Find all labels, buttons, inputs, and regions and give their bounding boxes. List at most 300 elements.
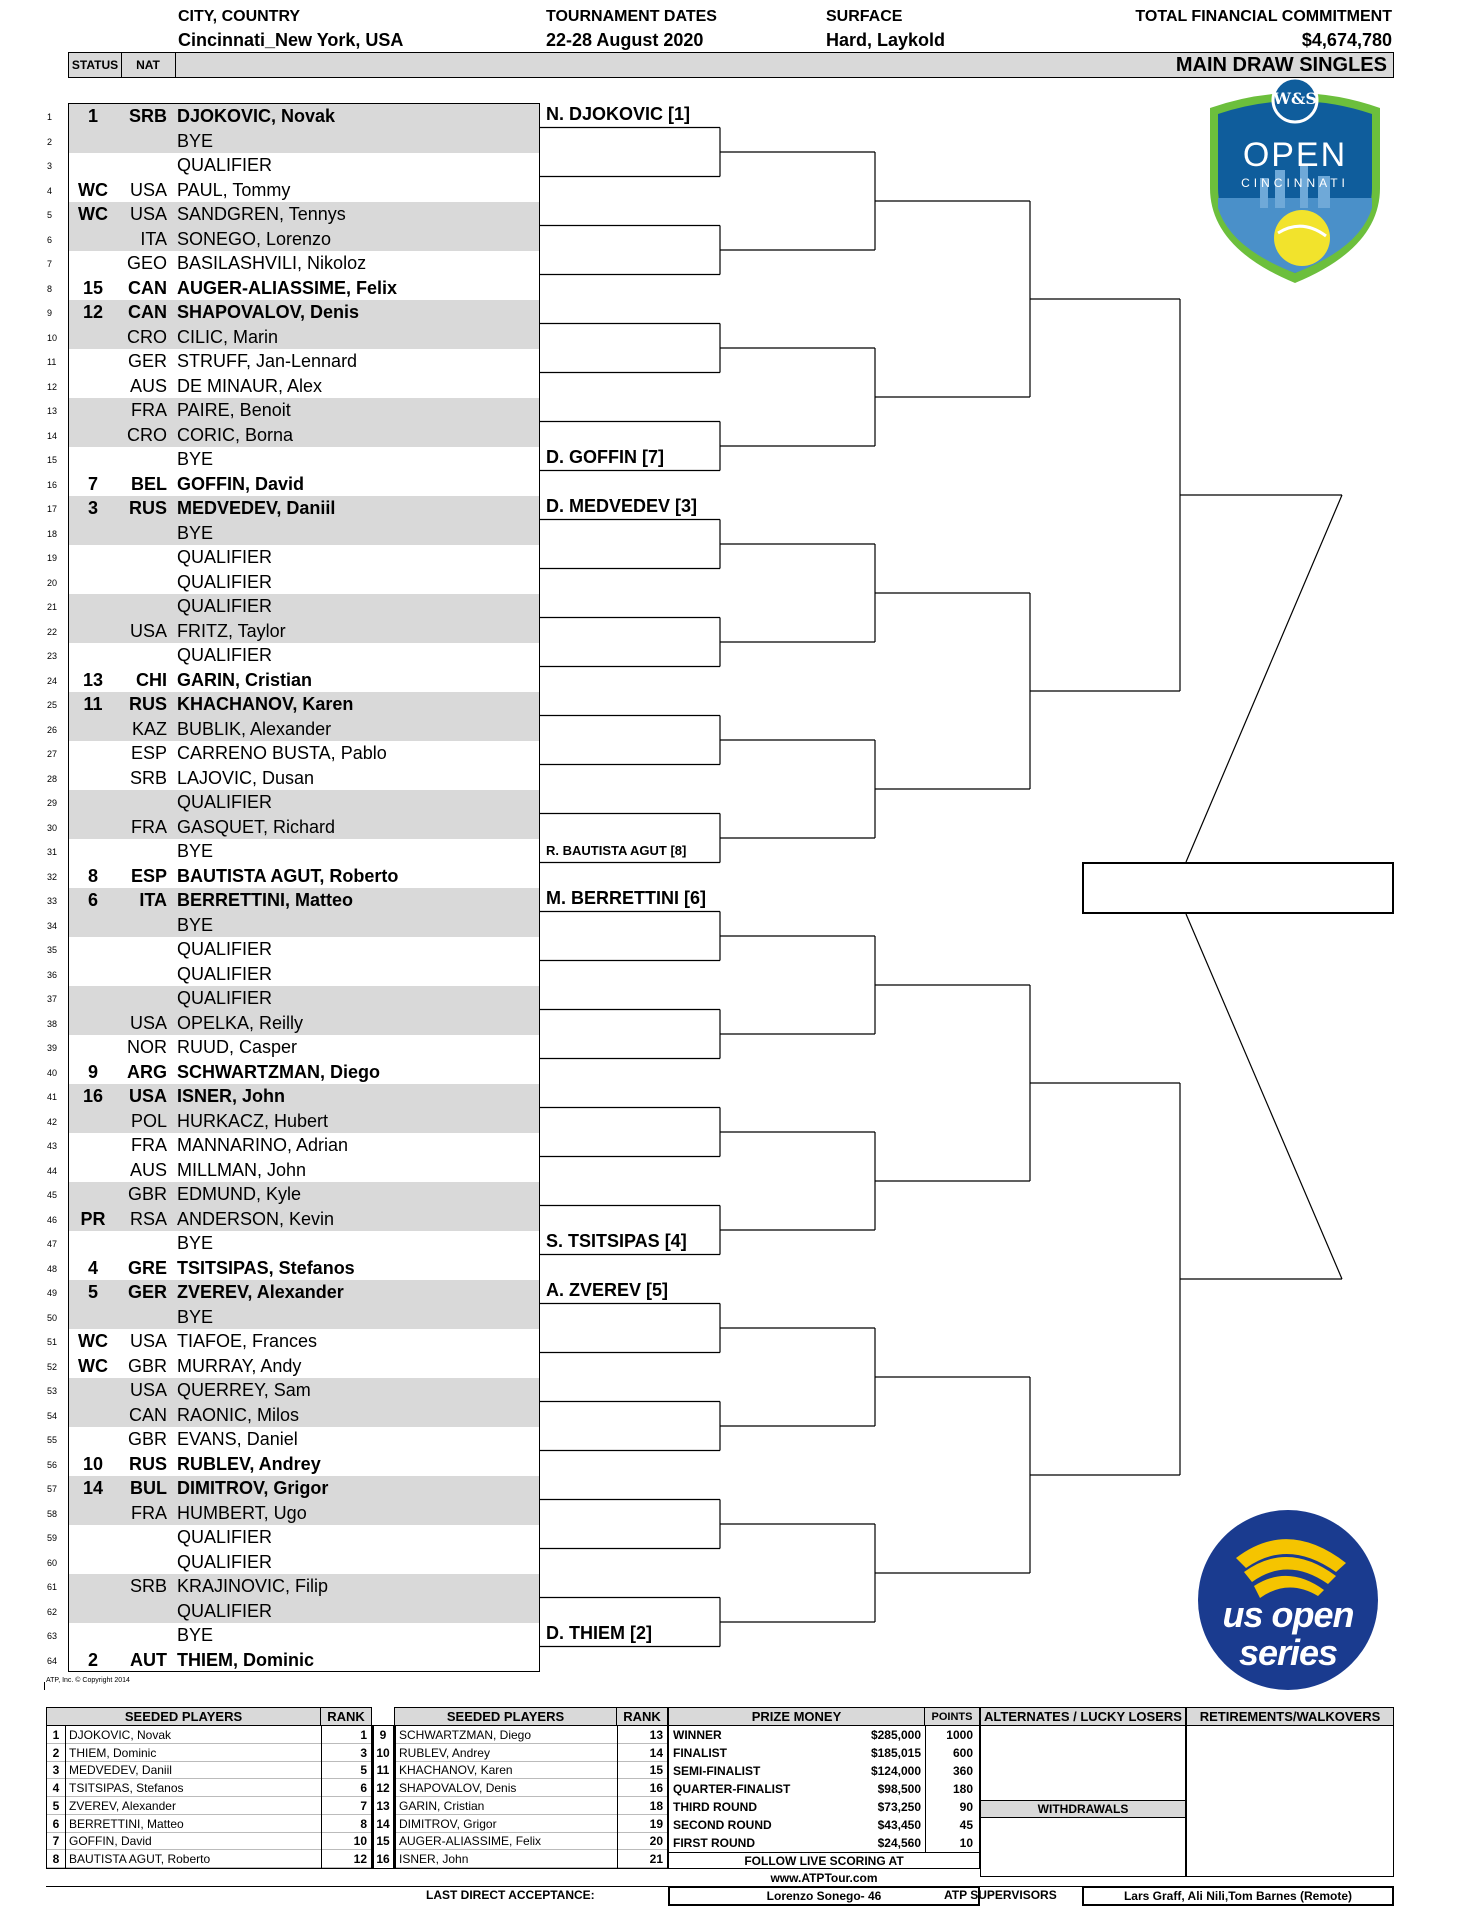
seeded-player-rank: 1 — [360, 1728, 367, 1742]
second-round-entry: M. BERRETTINI [6] — [546, 888, 706, 908]
player-name: CARRENO BUSTA, Pablo — [177, 743, 387, 763]
surface-value: Hard, Laykold — [826, 30, 946, 50]
alternates-table — [980, 1707, 1186, 1877]
status-column-header: STATUS — [69, 53, 122, 77]
player-name: ISNER, John — [177, 1086, 286, 1106]
player-name: EVANS, Daniel — [177, 1429, 298, 1449]
draw-position: 5 — [47, 210, 53, 220]
player-name: DE MINAUR, Alex — [177, 375, 323, 396]
draw-position: 52 — [47, 1361, 58, 1372]
player-nationality: ARG — [127, 1061, 167, 1082]
prize-amount: $124,000 — [870, 1764, 921, 1778]
seed-number: 12 — [376, 1781, 390, 1796]
draw-position: 21 — [47, 602, 58, 612]
seeded-player-name: DJOKOVIC, Novak — [69, 1728, 172, 1742]
player-name: LAJOVIC, Dusan — [177, 767, 315, 788]
player-nationality: USA — [128, 1086, 167, 1106]
seeded-player-name: SHAPOVALOV, Denis — [399, 1781, 517, 1796]
alternates-header: ALTERNATES / LUCKY LOSERS — [981, 1708, 1185, 1726]
player-name: DIMITROV, Grigor — [177, 1478, 329, 1498]
follow-scoring-line1: FOLLOW LIVE SCORING AT — [744, 1854, 904, 1868]
prize-amount: $43,450 — [877, 1818, 921, 1832]
player-status: 8 — [87, 865, 98, 886]
draw-position: 59 — [47, 1533, 58, 1543]
draw-position: 1 — [47, 112, 53, 122]
player-nationality: FRA — [131, 1135, 167, 1155]
draw-position: 57 — [47, 1484, 58, 1494]
ws-logo-open: OPEN — [1242, 136, 1348, 174]
seeded-player-rank: 16 — [649, 1781, 663, 1796]
seed-number: 6 — [52, 1816, 60, 1831]
draw-position: 15 — [47, 455, 58, 465]
seeded-player-name: BERRETTINI, Matteo — [69, 1816, 184, 1831]
player-name: RUUD, Casper — [177, 1037, 298, 1057]
player-nationality: CRO — [127, 424, 167, 445]
player-nationality: CAN — [128, 1404, 167, 1425]
player-name: PAIRE, Benoit — [177, 400, 291, 420]
player-status: 11 — [83, 694, 103, 714]
seeded-player-name: TSITSIPAS, Stefanos — [69, 1781, 184, 1796]
draw-position: 16 — [47, 479, 58, 490]
player-nationality: AUS — [129, 375, 167, 396]
seeded-player-name: ZVEREV, Alexander — [69, 1798, 176, 1813]
ws-logo-initials: W&S — [1273, 89, 1317, 108]
player-name: QUALIFIER — [177, 963, 273, 984]
player-status: 7 — [87, 473, 98, 494]
second-round-entry: D. GOFFIN [7] — [546, 447, 664, 467]
seeded-player-name: GOFFIN, David — [69, 1834, 152, 1849]
seeded-player-name: KHACHANOV, Karen — [399, 1763, 513, 1778]
player-name: OPELKA, Reilly — [177, 1012, 304, 1033]
draw-position: 13 — [47, 406, 58, 416]
seeded-player-rank: 18 — [649, 1798, 663, 1813]
draw-position: 30 — [47, 822, 58, 833]
player-status: 10 — [82, 1453, 104, 1474]
player-name: EDMUND, Kyle — [177, 1184, 302, 1204]
rank-header-left: RANK — [321, 1708, 371, 1726]
player-name: HUMBERT, Ugo — [177, 1502, 307, 1523]
seed-number: 4 — [52, 1781, 60, 1796]
seed-number: 11 — [376, 1763, 390, 1778]
draw-position: 9 — [47, 308, 53, 318]
seed-number: 10 — [376, 1745, 390, 1760]
draw-position: 6 — [47, 234, 53, 245]
us-open-text: us open — [1222, 1594, 1354, 1635]
seeded-table-left — [46, 1707, 372, 1869]
seeded-player-name: SCHWARTZMAN, Diego — [399, 1728, 532, 1742]
player-nationality: RUS — [128, 498, 167, 518]
ranking-points: 180 — [952, 1782, 973, 1796]
player-name: RUBLEV, Andrey — [177, 1453, 321, 1474]
commitment-value: $4,674,780 — [1301, 30, 1392, 50]
player-nationality: USA — [129, 179, 167, 200]
last-direct-value: Lorenzo Sonego- 46 — [668, 1886, 980, 1906]
seed-number: 8 — [52, 1851, 60, 1866]
ranking-points: 360 — [952, 1764, 973, 1778]
player-nationality: ESP — [130, 865, 167, 886]
prize-round: FINALIST — [673, 1746, 727, 1760]
player-name: CILIC, Marin — [177, 326, 279, 347]
draw-position: 32 — [47, 871, 58, 882]
draw-position: 62 — [47, 1606, 58, 1617]
player-nationality: GER — [127, 1282, 167, 1302]
last-direct-label: LAST DIRECT ACCEPTANCE: — [426, 1888, 595, 1902]
player-name: GASQUET, Richard — [177, 816, 336, 837]
ranking-points: 90 — [959, 1800, 973, 1814]
supervisors-label: ATP SUPERVISORS — [944, 1888, 1057, 1902]
seeded-player-name: DIMITROV, Grigor — [399, 1816, 497, 1831]
player-name: KRAJINOVIC, Filip — [177, 1576, 329, 1596]
seed-number: 1 — [52, 1728, 60, 1742]
player-name: QUALIFIER — [177, 547, 273, 567]
player-name: QUALIFIER — [177, 1551, 273, 1572]
seeded-player-name: ISNER, John — [399, 1851, 469, 1866]
corner-mark — [44, 1682, 46, 1690]
prize-round: WINNER — [673, 1728, 722, 1742]
draw-position: 12 — [47, 381, 58, 392]
prize-round: FIRST ROUND — [673, 1836, 755, 1850]
player-nationality: CAN — [128, 277, 167, 298]
player-name: TIAFOE, Frances — [177, 1331, 318, 1351]
seed-number: 9 — [379, 1728, 387, 1742]
player-name: BYE — [177, 130, 214, 151]
seeded-player-name: MEDVEDEV, Daniil — [69, 1763, 172, 1778]
player-nationality: ITA — [140, 228, 167, 249]
draw-position: 53 — [47, 1386, 58, 1396]
player-name: ZVEREV, Alexander — [177, 1282, 344, 1302]
draw-position: 47 — [47, 1239, 58, 1249]
player-name: BYE — [177, 522, 214, 543]
draw-position: 8 — [47, 283, 53, 294]
player-status: 2 — [87, 1649, 98, 1670]
draw-position: 41 — [47, 1092, 58, 1102]
draw-position: 33 — [47, 896, 58, 906]
bracket-line — [1186, 495, 1342, 862]
player-nationality: POL — [130, 1110, 167, 1131]
seeded-player-name: THIEM, Dominic — [69, 1745, 157, 1760]
champion-box — [1082, 862, 1394, 914]
city-value: Cincinnati_New York, USA — [178, 30, 404, 50]
player-nationality: RSA — [129, 1208, 167, 1229]
player-status: 4 — [87, 1257, 98, 1278]
player-name: SHAPOVALOV, Denis — [177, 302, 360, 322]
seeded-player-name: GARIN, Cristian — [399, 1798, 485, 1813]
seeded-player-name: RUBLEV, Andrey — [399, 1745, 490, 1760]
draw-position: 22 — [47, 626, 58, 637]
player-name: MILLMAN, John — [177, 1159, 307, 1180]
draw-position: 31 — [47, 847, 58, 857]
seeded-player-rank: 5 — [360, 1763, 367, 1778]
player-nationality: GER — [127, 351, 167, 371]
player-nationality: CHI — [136, 669, 167, 690]
player-status: 5 — [87, 1282, 98, 1302]
player-name: QUERREY, Sam — [177, 1380, 311, 1400]
player-nationality: NOR — [127, 1037, 167, 1057]
surface-label: SURFACE — [826, 8, 903, 25]
player-nationality: GBR — [127, 1355, 167, 1376]
player-name: BYE — [177, 841, 214, 861]
player-nationality: SRB — [129, 767, 167, 788]
seed-number: 7 — [52, 1834, 60, 1849]
seed-number: 13 — [376, 1798, 390, 1813]
seeded-player-rank: 19 — [649, 1816, 663, 1831]
draw-position: 43 — [47, 1141, 58, 1151]
player-status: 14 — [82, 1478, 104, 1498]
player-name: MANNARINO, Adrian — [177, 1135, 349, 1155]
player-status: 9 — [87, 1061, 98, 1082]
seeded-player-rank: 10 — [353, 1834, 367, 1849]
player-nationality: GBR — [127, 1184, 167, 1204]
seeded-header-right: SEEDED PLAYERS — [395, 1708, 617, 1726]
player-name: BAUTISTA AGUT, Roberto — [177, 865, 399, 886]
seeded-player-rank: 13 — [649, 1728, 663, 1742]
draw-position: 45 — [47, 1190, 58, 1200]
seeded-header-left: SEEDED PLAYERS — [47, 1708, 321, 1726]
draw-position: 20 — [47, 577, 58, 588]
player-name: ANDERSON, Kevin — [177, 1208, 335, 1229]
player-nationality: USA — [129, 1012, 167, 1033]
prize-amount: $73,250 — [877, 1800, 921, 1814]
draw-position: 42 — [47, 1116, 58, 1127]
seed-number: 2 — [52, 1745, 60, 1760]
prize-amount: $185,015 — [870, 1746, 921, 1760]
player-status: 6 — [87, 890, 98, 910]
player-nationality: RUS — [128, 694, 167, 714]
player-nationality: SRB — [128, 106, 167, 126]
draw-position: 29 — [47, 798, 58, 808]
seed-number: 15 — [376, 1834, 390, 1849]
player-name: QUALIFIER — [177, 645, 273, 665]
prize-money-table — [668, 1707, 980, 1869]
follow-scoring-url[interactable]: www.ATPTour.com — [770, 1871, 878, 1885]
player-name: THIEM, Dominic — [177, 1649, 315, 1670]
seed-number: 14 — [376, 1816, 390, 1831]
ranking-points: 10 — [959, 1836, 973, 1850]
second-round-entry: D. THIEM [2] — [546, 1623, 652, 1643]
dates-label: TOURNAMENT DATES — [546, 8, 717, 25]
draw-position: 49 — [47, 1288, 58, 1298]
player-name: KHACHANOV, Karen — [177, 694, 354, 714]
draw-position: 54 — [47, 1410, 58, 1421]
player-status: WC — [78, 204, 108, 224]
player-nationality: AUS — [129, 1159, 167, 1180]
player-nationality: USA — [129, 1331, 167, 1351]
bracket-line — [1186, 914, 1342, 1279]
player-name: AUGER-ALIASSIME, Felix — [177, 277, 398, 298]
player-name: QUALIFIER — [177, 1600, 273, 1621]
draw-position: 17 — [47, 504, 58, 514]
withdrawals-header: WITHDRAWALS — [1037, 1802, 1129, 1816]
player-status: 16 — [82, 1086, 104, 1106]
player-nationality: FRA — [131, 1502, 167, 1523]
seeded-player-rank: 8 — [360, 1816, 367, 1831]
player-name: DJOKOVIC, Novak — [177, 106, 336, 126]
prize-round: SEMI-FINALIST — [673, 1764, 761, 1778]
draw-title: MAIN DRAW SINGLES — [1175, 54, 1387, 76]
seeded-player-rank: 20 — [649, 1834, 663, 1849]
draw-position: 61 — [47, 1582, 58, 1592]
seeded-player-rank: 14 — [649, 1745, 663, 1760]
player-name: GARIN, Cristian — [177, 669, 313, 690]
player-status: WC — [78, 179, 108, 200]
player-name: QUALIFIER — [177, 596, 273, 616]
draw-position: 7 — [47, 259, 53, 269]
player-name: BYE — [177, 1233, 214, 1253]
draw-position: 60 — [47, 1557, 58, 1568]
player-nationality: FRA — [131, 400, 167, 420]
player-name: GOFFIN, David — [177, 473, 305, 494]
draw-position: 4 — [47, 185, 53, 196]
draw-position: 25 — [47, 700, 58, 710]
player-name: STRUFF, Jan-Lennard — [177, 351, 358, 371]
player-name: BYE — [177, 1625, 214, 1645]
draw-position: 36 — [47, 969, 58, 980]
draw-position: 35 — [47, 945, 58, 955]
prize-amount: $285,000 — [870, 1728, 921, 1742]
draw-position: 40 — [47, 1067, 58, 1078]
draw-position: 64 — [47, 1655, 58, 1666]
seeded-player-name: BAUTISTA AGUT, Roberto — [69, 1851, 211, 1866]
seeded-table-right — [394, 1707, 668, 1869]
player-name: SANDGREN, Tennys — [177, 204, 346, 224]
prize-round: QUARTER-FINALIST — [673, 1782, 791, 1796]
player-name: QUALIFIER — [177, 939, 273, 959]
player-name: SONEGO, Lorenzo — [177, 228, 332, 249]
player-name: HURKACZ, Hubert — [177, 1110, 329, 1131]
draw-position: 23 — [47, 651, 58, 661]
draw-position: 56 — [47, 1459, 58, 1470]
player-status: 15 — [82, 277, 104, 298]
player-status: WC — [78, 1355, 108, 1376]
player-name: QUALIFIER — [177, 571, 273, 592]
player-status: WC — [78, 1331, 108, 1351]
player-name: RAONIC, Milos — [177, 1404, 300, 1425]
ranking-points: 45 — [959, 1818, 973, 1832]
draw-position: 3 — [47, 161, 53, 171]
player-name: PAUL, Tommy — [177, 179, 291, 200]
player-nationality: GRE — [127, 1257, 167, 1278]
draw-position: 19 — [47, 553, 58, 563]
draw-position: 39 — [47, 1043, 58, 1053]
draw-position: 63 — [47, 1631, 58, 1641]
draw-position: 48 — [47, 1263, 58, 1274]
seed-number-column — [372, 1725, 394, 1869]
seeded-player-rank: 6 — [360, 1781, 367, 1796]
player-nationality: GEO — [126, 253, 167, 273]
prize-amount: $24,560 — [877, 1836, 921, 1850]
player-nationality: CRO — [127, 326, 167, 347]
player-nationality: BEL — [131, 473, 167, 494]
draw-position: 11 — [47, 357, 57, 367]
prize-amount: $98,500 — [877, 1782, 921, 1796]
city-label: CITY, COUNTRY — [178, 8, 301, 25]
ws-logo-cincinnati: CINCINNATI — [1241, 176, 1349, 190]
player-name: BASILASHVILI, Nikoloz — [177, 253, 367, 273]
draw-position: 44 — [47, 1165, 58, 1176]
player-name: QUALIFIER — [177, 792, 273, 812]
retirements-header: RETIREMENTS/WALKOVERS — [1187, 1708, 1393, 1726]
seed-number: 16 — [376, 1851, 390, 1866]
player-nationality: KAZ — [131, 718, 167, 739]
player-name: MURRAY, Andy — [177, 1355, 302, 1376]
draw-position: 38 — [47, 1018, 58, 1029]
us-open-series-logo — [1196, 1508, 1380, 1692]
draw-position: 55 — [47, 1435, 58, 1445]
seeded-player-rank: 21 — [649, 1851, 663, 1866]
draw-position: 18 — [47, 528, 58, 539]
player-nationality: CAN — [128, 302, 167, 322]
draw-position: 26 — [47, 724, 58, 735]
points-header: POINTS — [925, 1708, 979, 1726]
second-round-entry: N. DJOKOVIC [1] — [546, 104, 691, 124]
player-name: BYE — [177, 449, 214, 469]
player-nationality: ESP — [130, 743, 167, 763]
draw-position: 2 — [47, 136, 53, 147]
player-name: CORIC, Borna — [177, 424, 294, 445]
player-name: QUALIFIER — [177, 988, 273, 1008]
draw-position: 10 — [47, 332, 58, 343]
prize-round: THIRD ROUND — [673, 1800, 757, 1814]
player-nationality: RUS — [128, 1453, 167, 1474]
draw-position: 50 — [47, 1312, 58, 1323]
rank-header-right: RANK — [617, 1708, 667, 1726]
ranking-points: 1000 — [946, 1728, 973, 1742]
player-name: BUBLIK, Alexander — [177, 718, 332, 739]
player-nationality: AUT — [130, 1649, 167, 1670]
player-name: QUALIFIER — [177, 155, 273, 175]
player-name: QUALIFIER — [177, 1527, 273, 1547]
player-status: 1 — [87, 106, 98, 126]
seeded-player-name: AUGER-ALIASSIME, Felix — [399, 1834, 542, 1849]
player-nationality: FRA — [131, 816, 167, 837]
player-name: MEDVEDEV, Daniil — [177, 498, 336, 518]
draw-position: 34 — [47, 920, 58, 931]
prize-round: SECOND ROUND — [673, 1818, 772, 1832]
ws-open-logo — [1200, 78, 1390, 288]
second-round-entry: A. ZVEREV [5] — [546, 1280, 669, 1300]
seeded-player-rank: 7 — [360, 1798, 367, 1813]
draw-position: 28 — [47, 773, 58, 784]
player-nationality: GBR — [127, 1429, 167, 1449]
commitment-label: TOTAL FINANCIAL COMMITMENT — [1135, 8, 1392, 25]
second-round-entry: S. TSITSIPAS [4] — [546, 1231, 687, 1251]
seeded-player-rank: 15 — [649, 1763, 663, 1778]
player-nationality: BUL — [130, 1478, 167, 1498]
player-status: 3 — [87, 498, 98, 518]
us-open-series-text: series — [1238, 1632, 1338, 1673]
player-name: BYE — [177, 914, 214, 935]
second-round-entry: D. MEDVEDEV [3] — [546, 496, 698, 516]
seed-number: 3 — [52, 1763, 60, 1778]
nat-column-header: NAT — [121, 53, 176, 77]
retirements-table — [1186, 1707, 1394, 1877]
seeded-player-rank: 12 — [353, 1851, 367, 1866]
draw-position: 51 — [47, 1337, 58, 1347]
prize-header: PRIZE MONEY — [669, 1708, 925, 1726]
copyright-note: ATP, Inc. © Copyright 2014 — [46, 1677, 130, 1684]
player-name: FRITZ, Taylor — [177, 620, 286, 641]
supervisors-value: Lars Graff, Ali Nili,Tom Barnes (Remote) — [1082, 1886, 1394, 1906]
draw-position: 46 — [47, 1214, 58, 1225]
draw-position: 24 — [47, 675, 58, 686]
second-round-entry: R. BAUTISTA AGUT [8] — [546, 843, 687, 858]
ranking-points: 600 — [952, 1746, 973, 1760]
dates-value: 22-28 August 2020 — [546, 30, 704, 50]
player-nationality: USA — [129, 620, 167, 641]
player-nationality: USA — [129, 204, 167, 224]
player-nationality: USA — [129, 1380, 167, 1400]
player-name: BYE — [177, 1306, 214, 1327]
